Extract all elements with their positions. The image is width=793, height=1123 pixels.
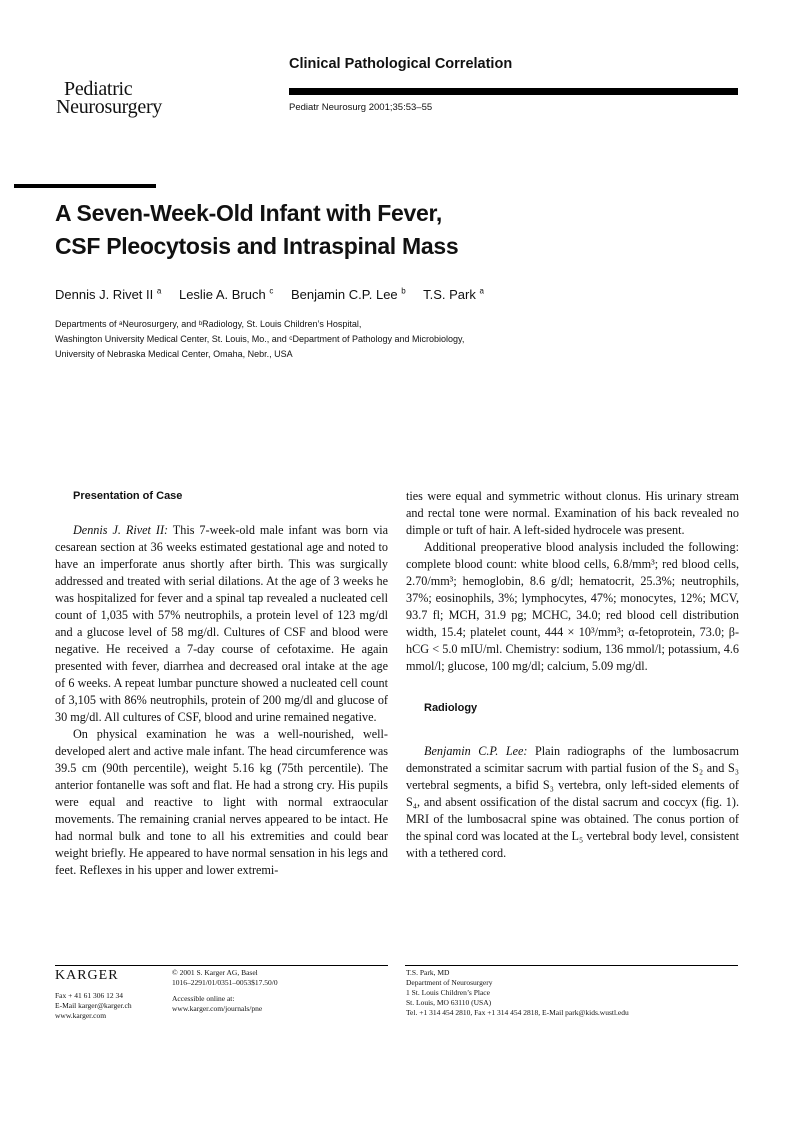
speaker-name: Dennis J. Rivet II: [73,523,169,537]
title-line-1: A Seven-Week-Old Infant with Fever, [55,200,442,226]
citation: Pediatr Neurosurg 2001;35:53–55 [289,102,433,113]
journal-logo-line2: Neurosurgery [56,96,162,118]
affiliation-line: Departments of ᵃNeurosurgery, and ᵇRadiology, St. Louis Children’s Hospital, [55,319,362,329]
footer-rule [405,965,738,966]
affiliation-line: Washington University Medical Center, St. Louis, Mo., and ᶜDepartment of Pathology and Microbiology, [55,334,465,344]
author: Dennis J. Rivet II $^a$ [55,287,162,303]
publisher-logo: KARGER [55,968,119,983]
journal-logo-line1: Pediatric [64,78,133,100]
body-column-right [406,488,739,862]
paragraph: On physical examination he was a well-nourished, well-developed alert and active male infant. The head circumference was 39.5 cm (90th percentile), weight 5.16 kg (75th percentile). The anterior fontanelle was soft and flat. He had a strong cry. His pupils were equal and reactive to light with normal extraocular movements. The remaining cranial nerves appeared to be intact. He had normal bulk and tone to all his extremities and could bear weight briefly. He appeared to have normal sensation in his legs and feet. Reflexes in his upper and lower extremi- [55,727,388,877]
paragraph: Dennis J. Rivet II: This 7-week-old male infant was born via cesarean section at 36 weeks estimated gestational age and noted to have an imperforate anus shortly after birth. This was surgically addressed and treated with serial dilations. At the age of 3 weeks he was hospitalized for fever and a spinal tap revealed a nucleated cell count of 1,035 with 57% neutrophils, a protein level of 123 mg/dl and a glucose level of 58 mg/dl. Cultures of CSF and blood were negative. He received a 7-day course of cefotaxime. He again presented with fever, diarrhea and decreased oral intake at the age of 6 weeks. A repeat lumbar puncture showed a nucleated cell count of 3,105 with 86% neutrophils, protein of 200 mg/dl and glucose of 30 mg/dl. All cultures of CSF, blood and urine remained negative. [55,523,388,724]
author: T.S. Park $^a$ [423,287,484,303]
author: Benjamin C.P. Lee $^b$ [290,287,406,303]
author: Leslie A. Bruch $^c$ [178,287,274,303]
speaker-name: Benjamin C.P. Lee: [424,744,528,758]
body-column-left [55,488,388,879]
author-list [55,287,498,302]
paragraph-continued: ties were equal and symmetric without clonus. His urinary stream and rectal tone were normal. Examination of his back revealed no dimple or tuft of hair. A left-sided hydrocele was present. [406,489,739,537]
affiliation-line: University of Nebraska Medical Center, Omaha, Nebr., USA [55,349,293,359]
journal-logo [56,80,162,116]
copyright-notice: © 2001 S. Karger AG, Basel 1016–2291/01/0351–0053$17.50/0 Accessible online at: www.karger.com/journals/pne [172,968,278,1013]
publisher-contact: Fax + 41 61 306 12 34 E-Mail karger@karger.ch www.karger.com [55,991,132,1020]
corresponding-author: T.S. Park, MD Department of Neurosurgery 1 St. Louis Children’s Place St. Louis, MO 63110 (USA) Tel. +1 314 454 2810, Fax +1 314 454 2818, E-Mail park@kids.wustl.edu [406,968,629,1017]
affiliations [55,317,464,362]
title-rule [14,184,156,188]
paragraph: Additional preoperative blood analysis included the following: complete blood count: white blood cells, 6.8/mm³; red blood cells, 2.70/mm³; hemoglobin, 8.6 g/dl; hematocrit, 25.3%; neutrophils, 37%; eosinophils, 3%; lymphocytes, 47%; monocytes, 12%; MCV, 93.7 fl; MCH, 31.9 pg; MCHC, 34.0; red blood cell distribution width, 15.4; platelet count, 444 × 10³/mm³; α-fetoprotein, 73.0; β-hCG < 5.0 mIU/ml. Chemistry: sodium, 136 mmol/l; potassium, 4.6 mmol/l; glucose, 100 mg/dl; calcium, 5.09 mg/dl. [406,540,739,673]
footer-rule [55,965,388,966]
title-line-2: CSF Pleocytosis and Intraspinal Mass [55,233,459,259]
section-label: Clinical Pathological Correlation [289,56,513,72]
section-heading-radiology: Radiology [424,702,478,714]
header-rule [289,88,738,95]
section-heading-presentation: Presentation of Case [73,490,183,502]
article-title [55,197,458,263]
paragraph: Benjamin C.P. Lee: Plain radiographs of the lumbosacrum demonstrated a scimitar sacrum with partial fusion of the S₂ and S₃ vertebral segments, a bifid S₃ vertebra, only left-sided elements of S₄, and absent ossification of the distal sacrum and coccyx (fig. 1). MRI of the lumbosacral spine was obtained. The conus portion of the spinal cord was located at the L₅ vertebral body level, consistent with a tethered cord. [406,744,739,860]
